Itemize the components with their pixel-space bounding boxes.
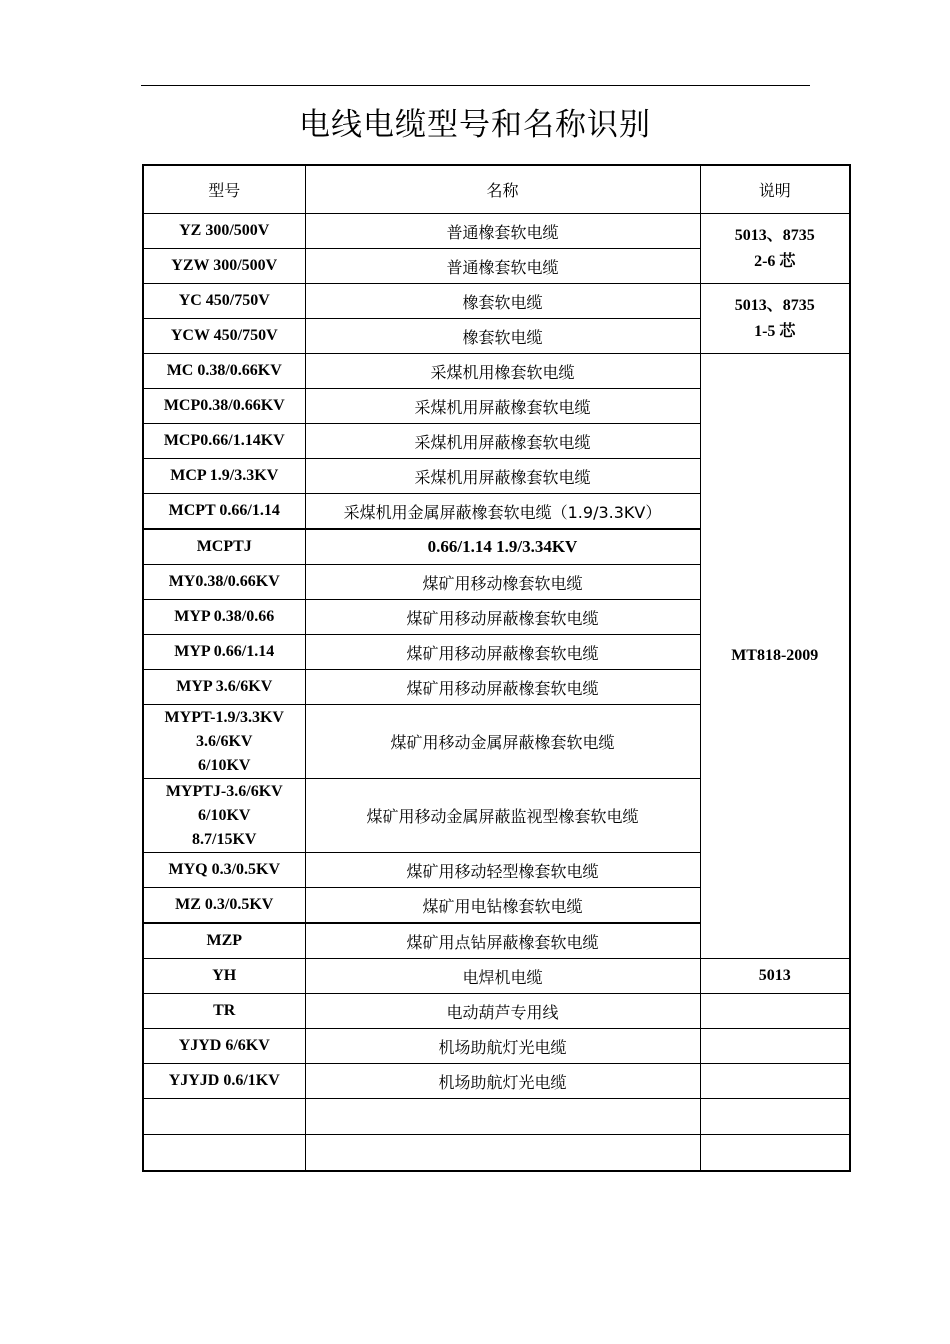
name-cell: 煤矿用移动屏蔽橡套软电缆 (305, 600, 700, 635)
note-cell: MT818-2009 (700, 354, 850, 959)
note-cell (700, 1029, 850, 1064)
name-cell: 普通橡套软电缆 (305, 214, 700, 249)
note-cell (700, 1064, 850, 1099)
model-cell: MCP0.38/0.66KV (143, 389, 305, 424)
note-cell: 5013 (700, 959, 850, 994)
empty-cell (143, 1135, 305, 1172)
empty-cell (305, 1135, 700, 1172)
name-cell: 普通橡套软电缆 (305, 249, 700, 284)
note-cell: 5013、8735 2-6 芯 (700, 214, 850, 284)
model-cell: YZW 300/500V (143, 249, 305, 284)
name-cell: 煤矿用移动橡套软电缆 (305, 565, 700, 600)
model-cell: MY0.38/0.66KV (143, 565, 305, 600)
model-cell: MYQ 0.3/0.5KV (143, 853, 305, 888)
model-cell: YC 450/750V (143, 284, 305, 319)
header-model: 型号 (143, 165, 305, 214)
model-cell: YJYD 6/6KV (143, 1029, 305, 1064)
name-cell: 橡套软电缆 (305, 319, 700, 354)
model-cell: MZP (143, 923, 305, 959)
name-cell: 采煤机用屏蔽橡套软电缆 (305, 389, 700, 424)
table-row (143, 284, 850, 319)
table-row (143, 214, 850, 249)
model-cell: MYPTJ-3.6/6KV 6/10KV 8.7/15KV (143, 779, 305, 853)
model-cell: YCW 450/750V (143, 319, 305, 354)
empty-cell (700, 1099, 850, 1135)
model-cell: YH (143, 959, 305, 994)
table-row (143, 354, 850, 389)
name-cell: 电焊机电缆 (305, 959, 700, 994)
note-cell (700, 994, 850, 1029)
table-row (143, 1064, 850, 1099)
name-cell: 煤矿用电钻橡套软电缆 (305, 888, 700, 924)
name-cell: 采煤机用金属屏蔽橡套软电缆（1.9/3.3KV） (305, 494, 700, 530)
name-cell: 橡套软电缆 (305, 284, 700, 319)
top-rule (141, 85, 810, 86)
table-row (143, 994, 850, 1029)
page-title: 电线电缆型号和名称识别 (299, 107, 651, 143)
header-note: 说明 (700, 165, 850, 214)
name-cell: 电动葫芦专用线 (305, 994, 700, 1029)
name-cell: 煤矿用点钻屏蔽橡套软电缆 (305, 923, 700, 959)
empty-cell (305, 1099, 700, 1135)
model-cell: YJYJD 0.6/1KV (143, 1064, 305, 1099)
name-cell: 煤矿用移动屏蔽橡套软电缆 (305, 670, 700, 705)
empty-cell (143, 1099, 305, 1135)
name-cell: 煤矿用移动轻型橡套软电缆 (305, 853, 700, 888)
model-cell: MCP 1.9/3.3KV (143, 459, 305, 494)
model-cell: MCP0.66/1.14KV (143, 424, 305, 459)
name-cell: 0.66/1.14 1.9/3.34KV (305, 529, 700, 565)
cable-spec-table (142, 164, 851, 1172)
header-row (143, 165, 850, 214)
table-row (143, 1029, 850, 1064)
model-cell: MZ 0.3/0.5KV (143, 888, 305, 924)
model-cell: YZ 300/500V (143, 214, 305, 249)
model-cell: MCPTJ (143, 529, 305, 565)
model-cell: TR (143, 994, 305, 1029)
name-cell: 采煤机用屏蔽橡套软电缆 (305, 459, 700, 494)
name-cell: 煤矿用移动金属屏蔽橡套软电缆 (305, 705, 700, 779)
note-cell: 5013、8735 1-5 芯 (700, 284, 850, 354)
name-cell: 机场助航灯光电缆 (305, 1064, 700, 1099)
name-cell: 煤矿用移动屏蔽橡套软电缆 (305, 635, 700, 670)
model-cell: MYP 3.6/6KV (143, 670, 305, 705)
model-cell: MCPT 0.66/1.14 (143, 494, 305, 530)
name-cell: 煤矿用移动金属屏蔽监视型橡套软电缆 (305, 779, 700, 853)
table-row (143, 959, 850, 994)
empty-cell (700, 1135, 850, 1172)
empty-row (143, 1099, 850, 1135)
model-cell: MYP 0.66/1.14 (143, 635, 305, 670)
name-cell: 采煤机用屏蔽橡套软电缆 (305, 424, 700, 459)
empty-row (143, 1135, 850, 1172)
name-cell: 采煤机用橡套软电缆 (305, 354, 700, 389)
name-cell: 机场助航灯光电缆 (305, 1029, 700, 1064)
model-cell: MYPT-1.9/3.3KV 3.6/6KV 6/10KV (143, 705, 305, 779)
model-cell: MC 0.38/0.66KV (143, 354, 305, 389)
header-name: 名称 (305, 165, 700, 214)
model-cell: MYP 0.38/0.66 (143, 600, 305, 635)
